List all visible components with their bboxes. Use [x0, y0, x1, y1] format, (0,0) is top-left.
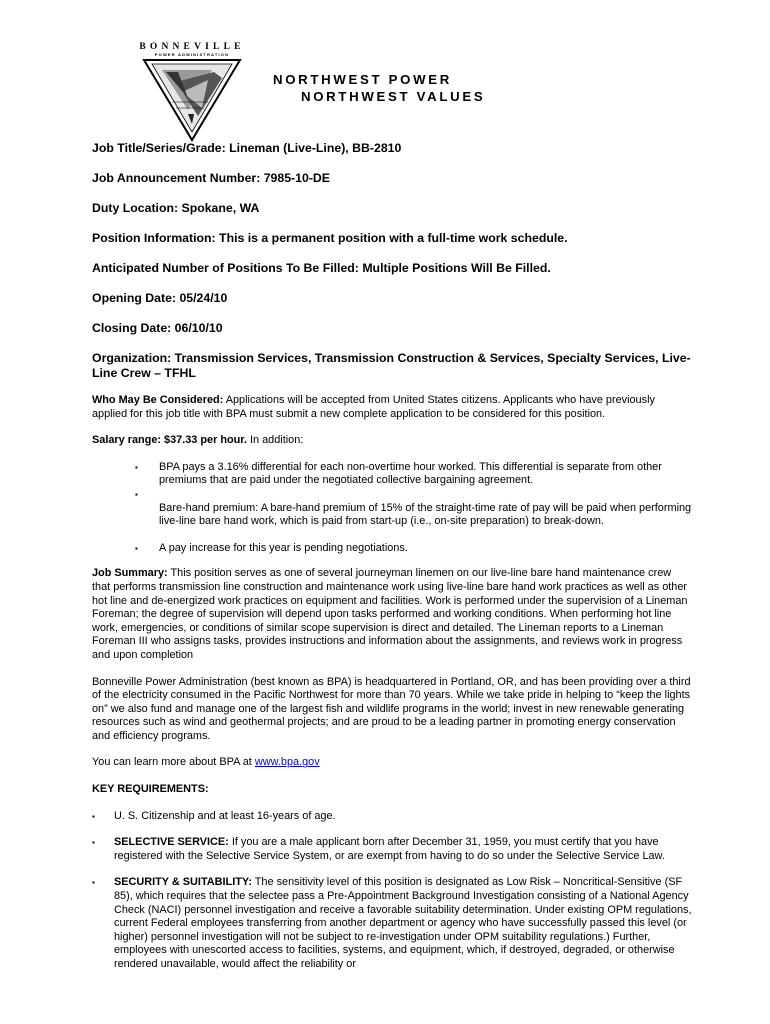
- list-item: [92, 876, 692, 971]
- positions-to-fill: Anticipated Number of Positions To Be Filled: Multiple Positions Will Be Filled.: [92, 261, 551, 275]
- list-item-text: Bare-hand premium: A bare-hand premium of 15% of the straight-time rate of pay will be paid when performing live-line bare hand work, which is paid from start-up (i.e., on-site preparation) to break-down.: [159, 501, 692, 528]
- list-item-label: SELECTIVE SERVICE:: [114, 836, 229, 849]
- logo-subtitle: POWER ADMINISTRATION: [154, 52, 230, 57]
- opening-date: Opening Date: 05/24/10: [92, 291, 228, 305]
- bullet-icon: ▪: [92, 811, 95, 821]
- list-item: [92, 502, 692, 529]
- list-item-text: The sensitivity level of this position is designated as Low Risk – Noncritical-Sensitive (SF 85), which requires that the selectee pass a Pre-Appointment Background Investigation consisting of a National Agency Check (NACI) personnel investigation and receive a favorable suitability determination. Under existing OPM regulations, current Federal employees transferring from another department or agency who have successfully passed this level (or higher) personnel investigation will not be subject to re-investigation under OPM suitability regulations.) Further, employees with unescorted access to facilities, systems, and equipment, which, if destroyed, degraded, or otherwise rendered unavailable, would affect the reliability or: [114, 876, 692, 970]
- bpa-logo: [136, 42, 248, 142]
- bullet-icon: ▪: [135, 543, 138, 553]
- key-requirements-heading: KEY REQUIREMENTS:: [92, 783, 209, 796]
- duty-location: Duty Location: Spokane, WA: [92, 201, 260, 215]
- salary-label: Salary range: $37.33 per hour.: [92, 434, 247, 447]
- position-information: Position Information: This is a permanent position with a full-time work schedule.: [92, 231, 568, 245]
- learn-more-text: You can learn more about BPA at: [92, 756, 255, 769]
- who-text: Applications will be accepted from United States citizens. Applicants who have previously applied for this job title with BPA must submit a new complete application to be considered for this position.: [92, 394, 655, 420]
- logo-title: BONNEVILLE: [139, 42, 245, 52]
- announcement-body: [92, 141, 692, 985]
- bullet-icon: ▪: [135, 489, 138, 499]
- tagline-line1: NORTHWEST POWER: [273, 72, 452, 87]
- list-item: [92, 542, 692, 556]
- summary-text: This position serves as one of several journeyman linemen on our live-line bare hand maintenance crew that performs transmission line construction and maintenance work using live-line bare hand work practices as well as other hot line and de-energized work practices on equipment and facilities. Work is performed under the supervision of a Lineman Foreman; the degree of supervision will depend upon tasks performed and working conditions. When performing hot line work, emergencies, or conditions of similar scope supervision is direct and detailed. The Lineman reports to a Lineman Foreman III who assigns tasks, provides instructions and information about the assignments, and reviews work in progress and upon completion: [92, 567, 688, 661]
- requirements-list: [92, 810, 692, 972]
- list-item-text: If you are a male applicant born after December 31, 1959, you must certify that you have registered with the Selective Service System, or are exempt from having to do so under the Selective Service Law.: [114, 836, 665, 862]
- bullet-icon: ▪: [92, 878, 95, 888]
- who-label: Who May Be Considered:: [92, 394, 224, 406]
- list-item-label: SECURITY & SUITABILITY:: [114, 876, 252, 889]
- list-item: [92, 488, 692, 502]
- list-item: [92, 461, 692, 488]
- who-may-be-considered: [92, 394, 692, 421]
- list-item-text: U. S. Citizenship and at least 16-years of age.: [114, 809, 336, 822]
- bullet-icon: ▪: [135, 462, 138, 472]
- summary-label: Job Summary:: [92, 567, 168, 580]
- job-summary: [92, 567, 692, 662]
- learn-more: [92, 756, 692, 770]
- salary-range: [92, 434, 692, 448]
- organization: Organization: Transmission Services, Transmission Construction & Services, Specialty Services, Live-Line Crew – TFHL: [92, 351, 691, 380]
- tagline-line2: NORTHWEST VALUES: [301, 89, 486, 104]
- list-item: [92, 836, 692, 863]
- about-bpa: Bonneville Power Administration (best known as BPA) is headquartered in Portland, OR, and has been providing over a third of the electricity consumed in the Pacific Northwest for more than 70 years. While we take pride in helping to “keep the lights on” we also fund and manage one of the largest fish and wildlife programs in the world; invest in new renewable generating resources such as wind and geothermal projects; and are proud to be a leading partner in promoting energy conservation and efficiency programs.: [92, 675, 691, 742]
- bpa-website-link[interactable]: www.bpa.gov: [254, 756, 320, 769]
- closing-date: Closing Date: 06/10/10: [92, 321, 223, 335]
- bullet-icon: ▪: [92, 838, 95, 848]
- tagline: [273, 71, 485, 105]
- list-item-text: BPA pays a 3.16% differential for each non-overtime hour worked. This differential is separate from other premiums that are paid under the negotiated collective bargaining agreement.: [159, 460, 662, 487]
- salary-text: In addition:: [246, 434, 304, 447]
- logo-triangle-icon: [142, 58, 242, 142]
- announcement-number: Job Announcement Number: 7985-10-DE: [92, 171, 331, 185]
- job-title: Job Title/Series/Grade: Lineman (Live-Line), BB-2810: [92, 141, 402, 155]
- salary-list: [92, 461, 692, 556]
- list-item-text: A pay increase for this year is pending negotiations.: [159, 541, 408, 554]
- list-item: [92, 810, 692, 824]
